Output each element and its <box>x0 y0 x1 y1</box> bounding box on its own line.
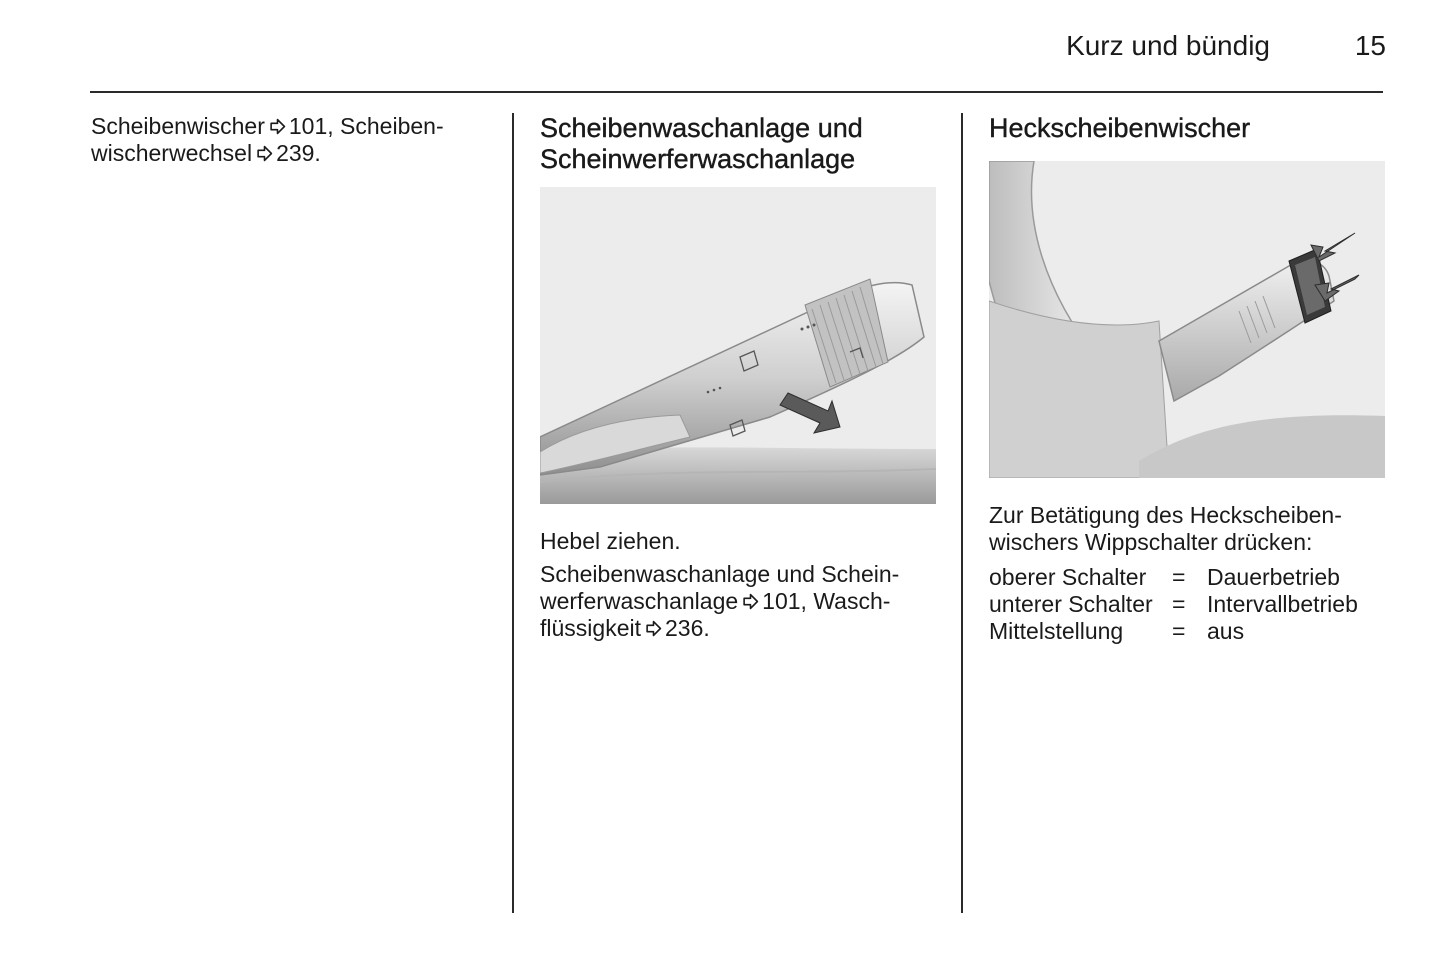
switch-function: Dauerbetrieb <box>1207 564 1340 590</box>
page-reference: 239. <box>276 140 321 166</box>
instruction-text <box>989 502 1389 556</box>
text: wischerwechsel <box>91 140 253 166</box>
equals-sign: = <box>1172 618 1186 644</box>
heading-line: Scheibenwaschanlage und <box>540 113 863 143</box>
table-row <box>989 591 1358 618</box>
equals-sign: = <box>1172 591 1186 617</box>
switch-position-label: unterer Schalter <box>989 591 1153 617</box>
column-1 <box>91 113 491 167</box>
header-rule <box>90 91 1383 93</box>
cross-reference-arrow-icon <box>645 620 662 637</box>
cross-reference-arrow-icon <box>742 593 759 610</box>
table-row <box>989 564 1358 591</box>
page-reference: 236. <box>664 615 710 641</box>
cross-reference-arrow-icon <box>269 118 286 135</box>
text: flüssigkeit <box>540 615 641 641</box>
column-3 <box>989 113 1389 645</box>
wiper-references <box>91 113 491 167</box>
switch-position-label: Mittelstellung <box>989 618 1124 644</box>
equals-sign: = <box>1172 564 1186 590</box>
page-reference: 101, Wasch- <box>762 588 891 614</box>
column-divider <box>961 113 963 913</box>
switch-function: aus <box>1207 618 1245 644</box>
text: Scheibenwischer <box>91 113 265 139</box>
switch-function: Intervallbetrieb <box>1207 591 1358 617</box>
table-row <box>989 618 1358 645</box>
rear-wiper-rocker-switch-illustration <box>989 161 1385 478</box>
section-heading: Heckscheibenwischer <box>989 113 1251 143</box>
column-2 <box>540 113 940 642</box>
page-reference: 101, Scheiben- <box>288 113 444 139</box>
wiper-washer-stalk-illustration <box>540 187 936 504</box>
text: wischers Wippschalter drücken: <box>989 529 1313 555</box>
text: werferwaschanlage <box>540 588 739 614</box>
switch-positions-table <box>989 564 1358 645</box>
washer-references <box>540 561 940 642</box>
page-number: 15 <box>1354 30 1386 61</box>
figure-caption: Hebel ziehen. <box>540 528 681 554</box>
section-heading <box>540 113 940 175</box>
text: Zur Betätigung des Heckscheiben- <box>989 502 1342 528</box>
heading-line: Scheinwerferwaschanlage <box>540 144 856 174</box>
column-divider <box>512 113 514 913</box>
text: Scheibenwaschanlage und Schein- <box>540 561 900 587</box>
running-header-title: Kurz und bündig <box>1066 30 1270 61</box>
switch-position-label: oberer Schalter <box>989 564 1147 590</box>
cross-reference-arrow-icon <box>256 145 273 162</box>
